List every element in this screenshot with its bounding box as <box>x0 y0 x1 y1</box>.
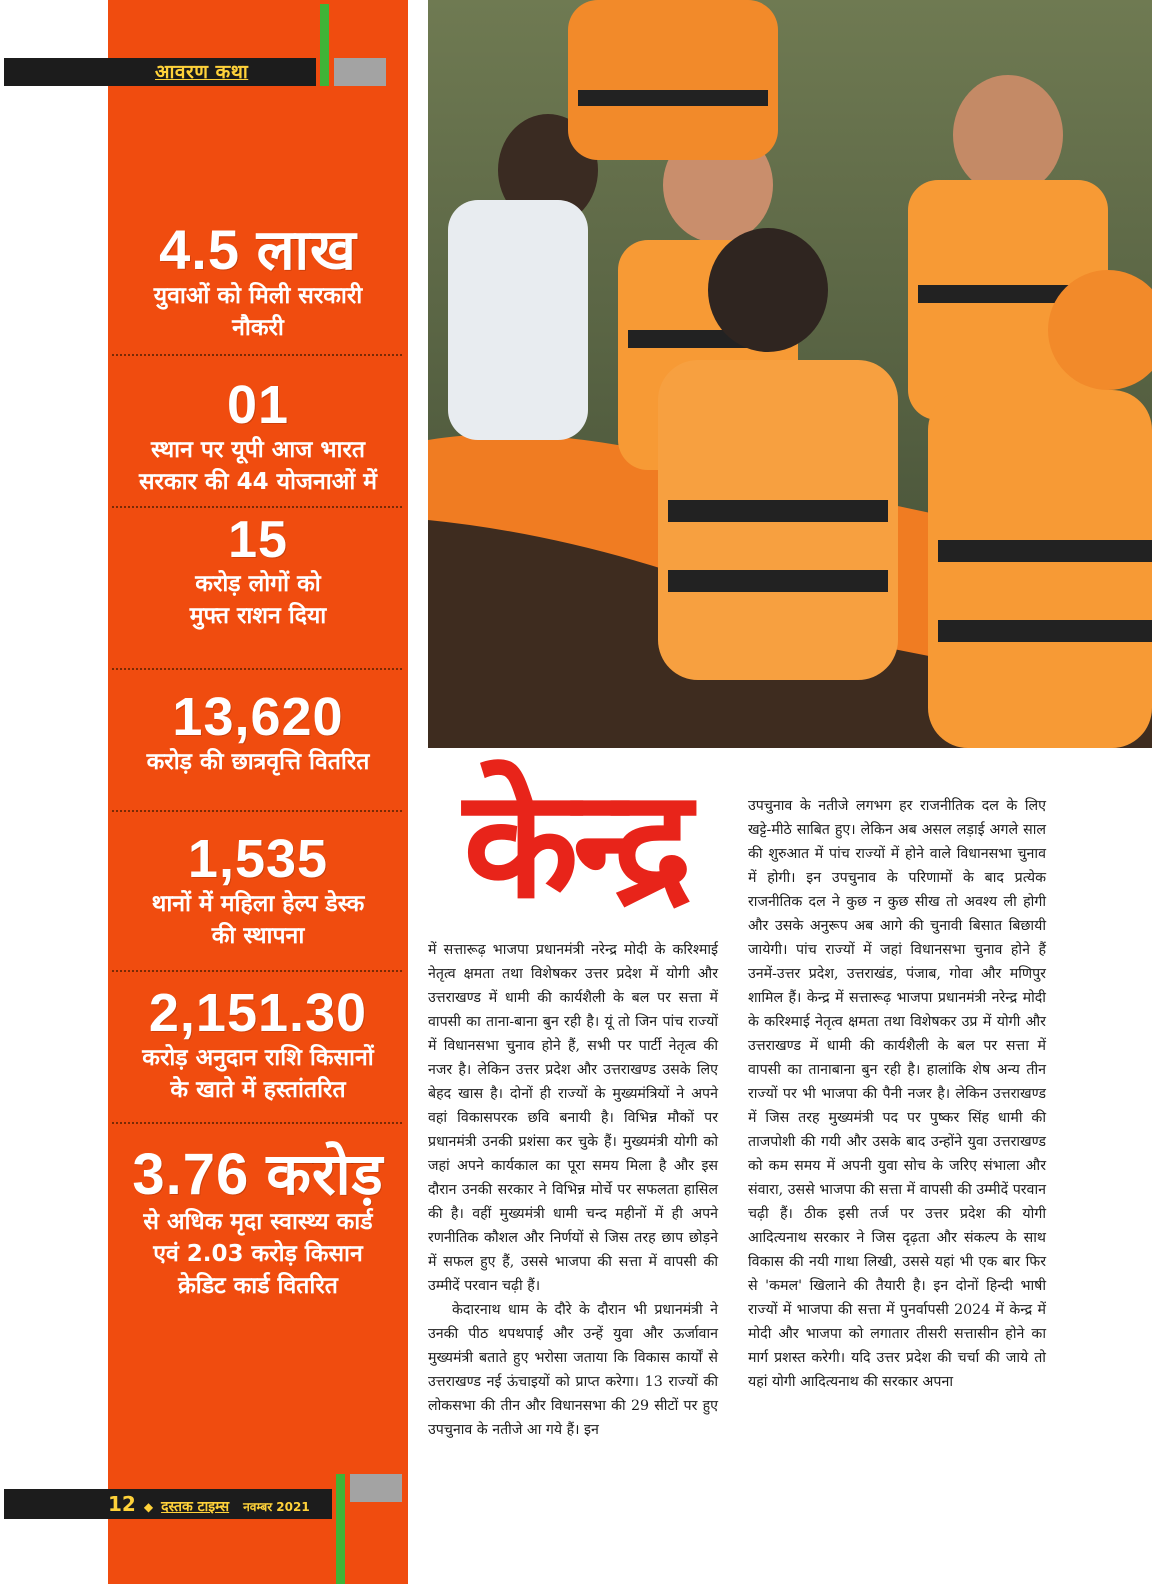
stat-caption-line: स्थान पर यूपी आज भारत <box>151 437 365 463</box>
stat-ration <box>108 511 408 632</box>
stat-caption <box>108 888 408 952</box>
stat-caption-line: युवाओं को मिली सरकारी <box>153 283 363 309</box>
article-column-1 <box>428 938 718 1442</box>
stat-caption <box>108 434 408 498</box>
header-gray-block <box>334 58 386 86</box>
stat-number: 4.5 लाख <box>159 218 357 281</box>
section-label: आवरण कथा <box>155 61 249 83</box>
article-paragraph: में सत्तारूढ़ भाजपा प्रधानमंत्री नरेन्द्र मोदी के करिश्माई नेतृत्व क्षमता तथा विशेषकर उत्तर प्रदेश में योगी और उत्तराखण्ड में धामी की कार्यशैली के बल पर सत्ता में वापसी का ताना-बाना बुन रही है। यूं तो जिन पांच राज्यों में विधानसभा चुनाव होने हैं, सभी पर पार्टी नेतृत्व की नजर है। लेकिन उत्तर प्रदेश और उत्तराखण्ड उसके लिए बेहद खास है। दोनों ही राज्यों के मुख्यमंत्रियों ने अपने वहां विकासपरक छवि बनायी है। विभिन्न मौकों पर प्रधानमंत्री उनकी प्रशंसा कर चुके हैं। मुख्यमंत्री योगी को जहां अपने कार्यकाल का पूरा समय मिला है और इस दौरान उनकी सरकार ने विभिन्न मोर्चे पर सफलता हासिल की है। वहीं मुख्यमंत्री धामी चन्द महीनों में ही अपने रणनीतिक कौशल और निर्णयों से जिस तरह छाप छोड़ने में सफल हुए हैं, उससे भाजपा की सत्ता में वापसी की उम्मीदें परवान चढ़ी हैं। <box>428 942 718 1294</box>
stat-divider <box>112 354 402 356</box>
stat-divider <box>112 668 402 670</box>
stat-jobs <box>108 218 408 344</box>
stat-caption-line: एवं 2.03 करोड़ किसान <box>153 1241 363 1267</box>
stat-rank <box>108 375 408 498</box>
stat-caption-line: से अधिक मृदा स्वास्थ्य कार्ड <box>143 1209 373 1235</box>
stat-caption-line: थानों में महिला हेल्प डेस्क <box>151 891 365 917</box>
stat-caption-line: करोड़ लोगों को <box>195 571 321 597</box>
article-paragraph: केदारनाथ धाम के दौरे के दौरान भी प्रधानमंत्री ने उनकी पीठ थपथपाई और उन्हें युवा और ऊर्जावान मुख्यमंत्री बताते हुए भरोसा जताया कि विकास कार्यों से उत्तराखण्ड नई ऊंचाइयों को प्राप्त करेगा। 13 राज्यों की लोकसभा की तीन और विधानसभा की 29 सीटों पर हुए उपचुनाव के नतीजे आ गये हैं। इन <box>428 1302 718 1438</box>
stat-caption-line: क्रेडिट कार्ड वितरित <box>178 1273 338 1299</box>
stat-number: 01 <box>226 375 290 435</box>
article-column-2 <box>748 794 1046 1394</box>
stat-grant <box>108 983 408 1106</box>
stat-caption <box>108 1042 408 1106</box>
stat-number: 13,620 <box>172 687 344 747</box>
header-green-line <box>320 4 329 86</box>
stat-caption-line: नौकरी <box>232 315 284 341</box>
stat-caption-line: के खाते में हस्तांतरित <box>170 1077 346 1103</box>
diamond-icon: ◆ <box>143 1500 154 1514</box>
footer <box>108 1489 310 1519</box>
stat-caption-line: मुफ्त राशन दिया <box>189 603 327 629</box>
stat-divider <box>112 810 402 812</box>
stat-number: 1,535 <box>187 829 329 889</box>
dropcap-word: केन्द्र <box>463 758 687 932</box>
stat-number: 3.76 करोड़ <box>132 1142 384 1207</box>
stat-caption-line: करोड़ की छात्रवृत्ति वितरित <box>146 749 370 775</box>
stat-caption-line: की स्थापना <box>211 923 305 949</box>
stat-number: 2,151.30 <box>148 983 368 1043</box>
stat-scholarship <box>108 687 408 778</box>
stat-caption <box>108 1206 408 1302</box>
cover-photo <box>428 0 1152 748</box>
article-paragraph: उपचुनाव के नतीजे लगभग हर राजनीतिक दल के लिए खट्टे-मीठे साबित हुए। लेकिन अब असल लड़ाई अगले साल की शुरुआत में पांच राज्यों में होने वाले विधानसभा चुनाव में होगी। इन उपचुनाव के परिणामों के बाद प्रत्येक राजनीतिक दल ने कुछ न कुछ सीख तो अवश्य ली होगी और उसके अनुरूप अब आगे की चुनावी बिसात बिछायी जायेगी। पांच राज्यों में जहां विधानसभा चुनाव होने हैं उनमें-उत्तर प्रदेश, उत्तराखंड, पंजाब, गोवा और मणिपुर शामिल हैं। केन्द्र में सत्तारूढ़ भाजपा प्रधानमंत्री नरेन्द्र मोदी के करिश्माई नेतृत्व क्षमता तथा विशेषकर उप्र में योगी और उत्तराखण्ड में धामी की कार्यशैली के बल पर सत्ता में वापसी का तानाबाना बुन रही है। हालांकि शेष अन्य तीन राज्यों पर भी भाजपा की पैनी नजर है। लेकिन उत्तराखण्ड में जिस तरह मुख्यमंत्री पद पर पुष्कर सिंह धामी की ताजपोशी की गयी और उसके बाद उन्होंने युवा उत्तराखण्ड को कम समय में अपनी युवा सोच के जरिए संभाला और संवारा, उससे भाजपा की सत्ता में वापसी की उम्मीदें परवान चढ़ी हैं। ठीक इसी तर्ज पर उत्तर प्रदेश की योगी आदित्यनाथ सरकार ने जिस दृढ़ता और संकल्प के साथ विकास की नयी गाथा लिखी, उससे यहां भी एक बार फिर से 'कमल' खिलाने की तैयारी है। इन दोनों हिन्दी भाषी राज्यों में भाजपा की सत्ता में पुनर्वापसी 2024 में केन्द्र में मोदी और भाजपा को लगातार तीसरी सत्तासीन होने का मार्ग प्रशस्त करेगी। यदि उत्तर प्रदेश की चर्चा की जाये तो यहां योगी आदित्यनाथ की सरकार अपना <box>748 798 1046 1390</box>
stat-caption <box>108 746 408 778</box>
stat-caption-line: सरकार की 44 योजनाओं में <box>139 469 377 495</box>
stat-divider <box>112 506 402 508</box>
stat-caption <box>108 280 408 344</box>
footer-gray-block <box>350 1474 402 1502</box>
page-number: 12 <box>108 1492 136 1516</box>
stat-caption <box>108 568 408 632</box>
stat-divider <box>112 1122 402 1124</box>
stat-divider <box>112 970 402 972</box>
footer-green-line <box>336 1474 345 1584</box>
stat-number: 15 <box>228 511 288 569</box>
issue-date: नवम्बर 2021 <box>243 1500 310 1514</box>
magazine-name: दस्तक टाइम्स <box>161 1499 230 1515</box>
stat-caption-line: करोड़ अनुदान राशि किसानों <box>142 1045 374 1071</box>
stat-soil-card <box>108 1142 408 1302</box>
cover-photo-illustration <box>428 0 1152 748</box>
stat-helpdesk <box>108 829 408 952</box>
